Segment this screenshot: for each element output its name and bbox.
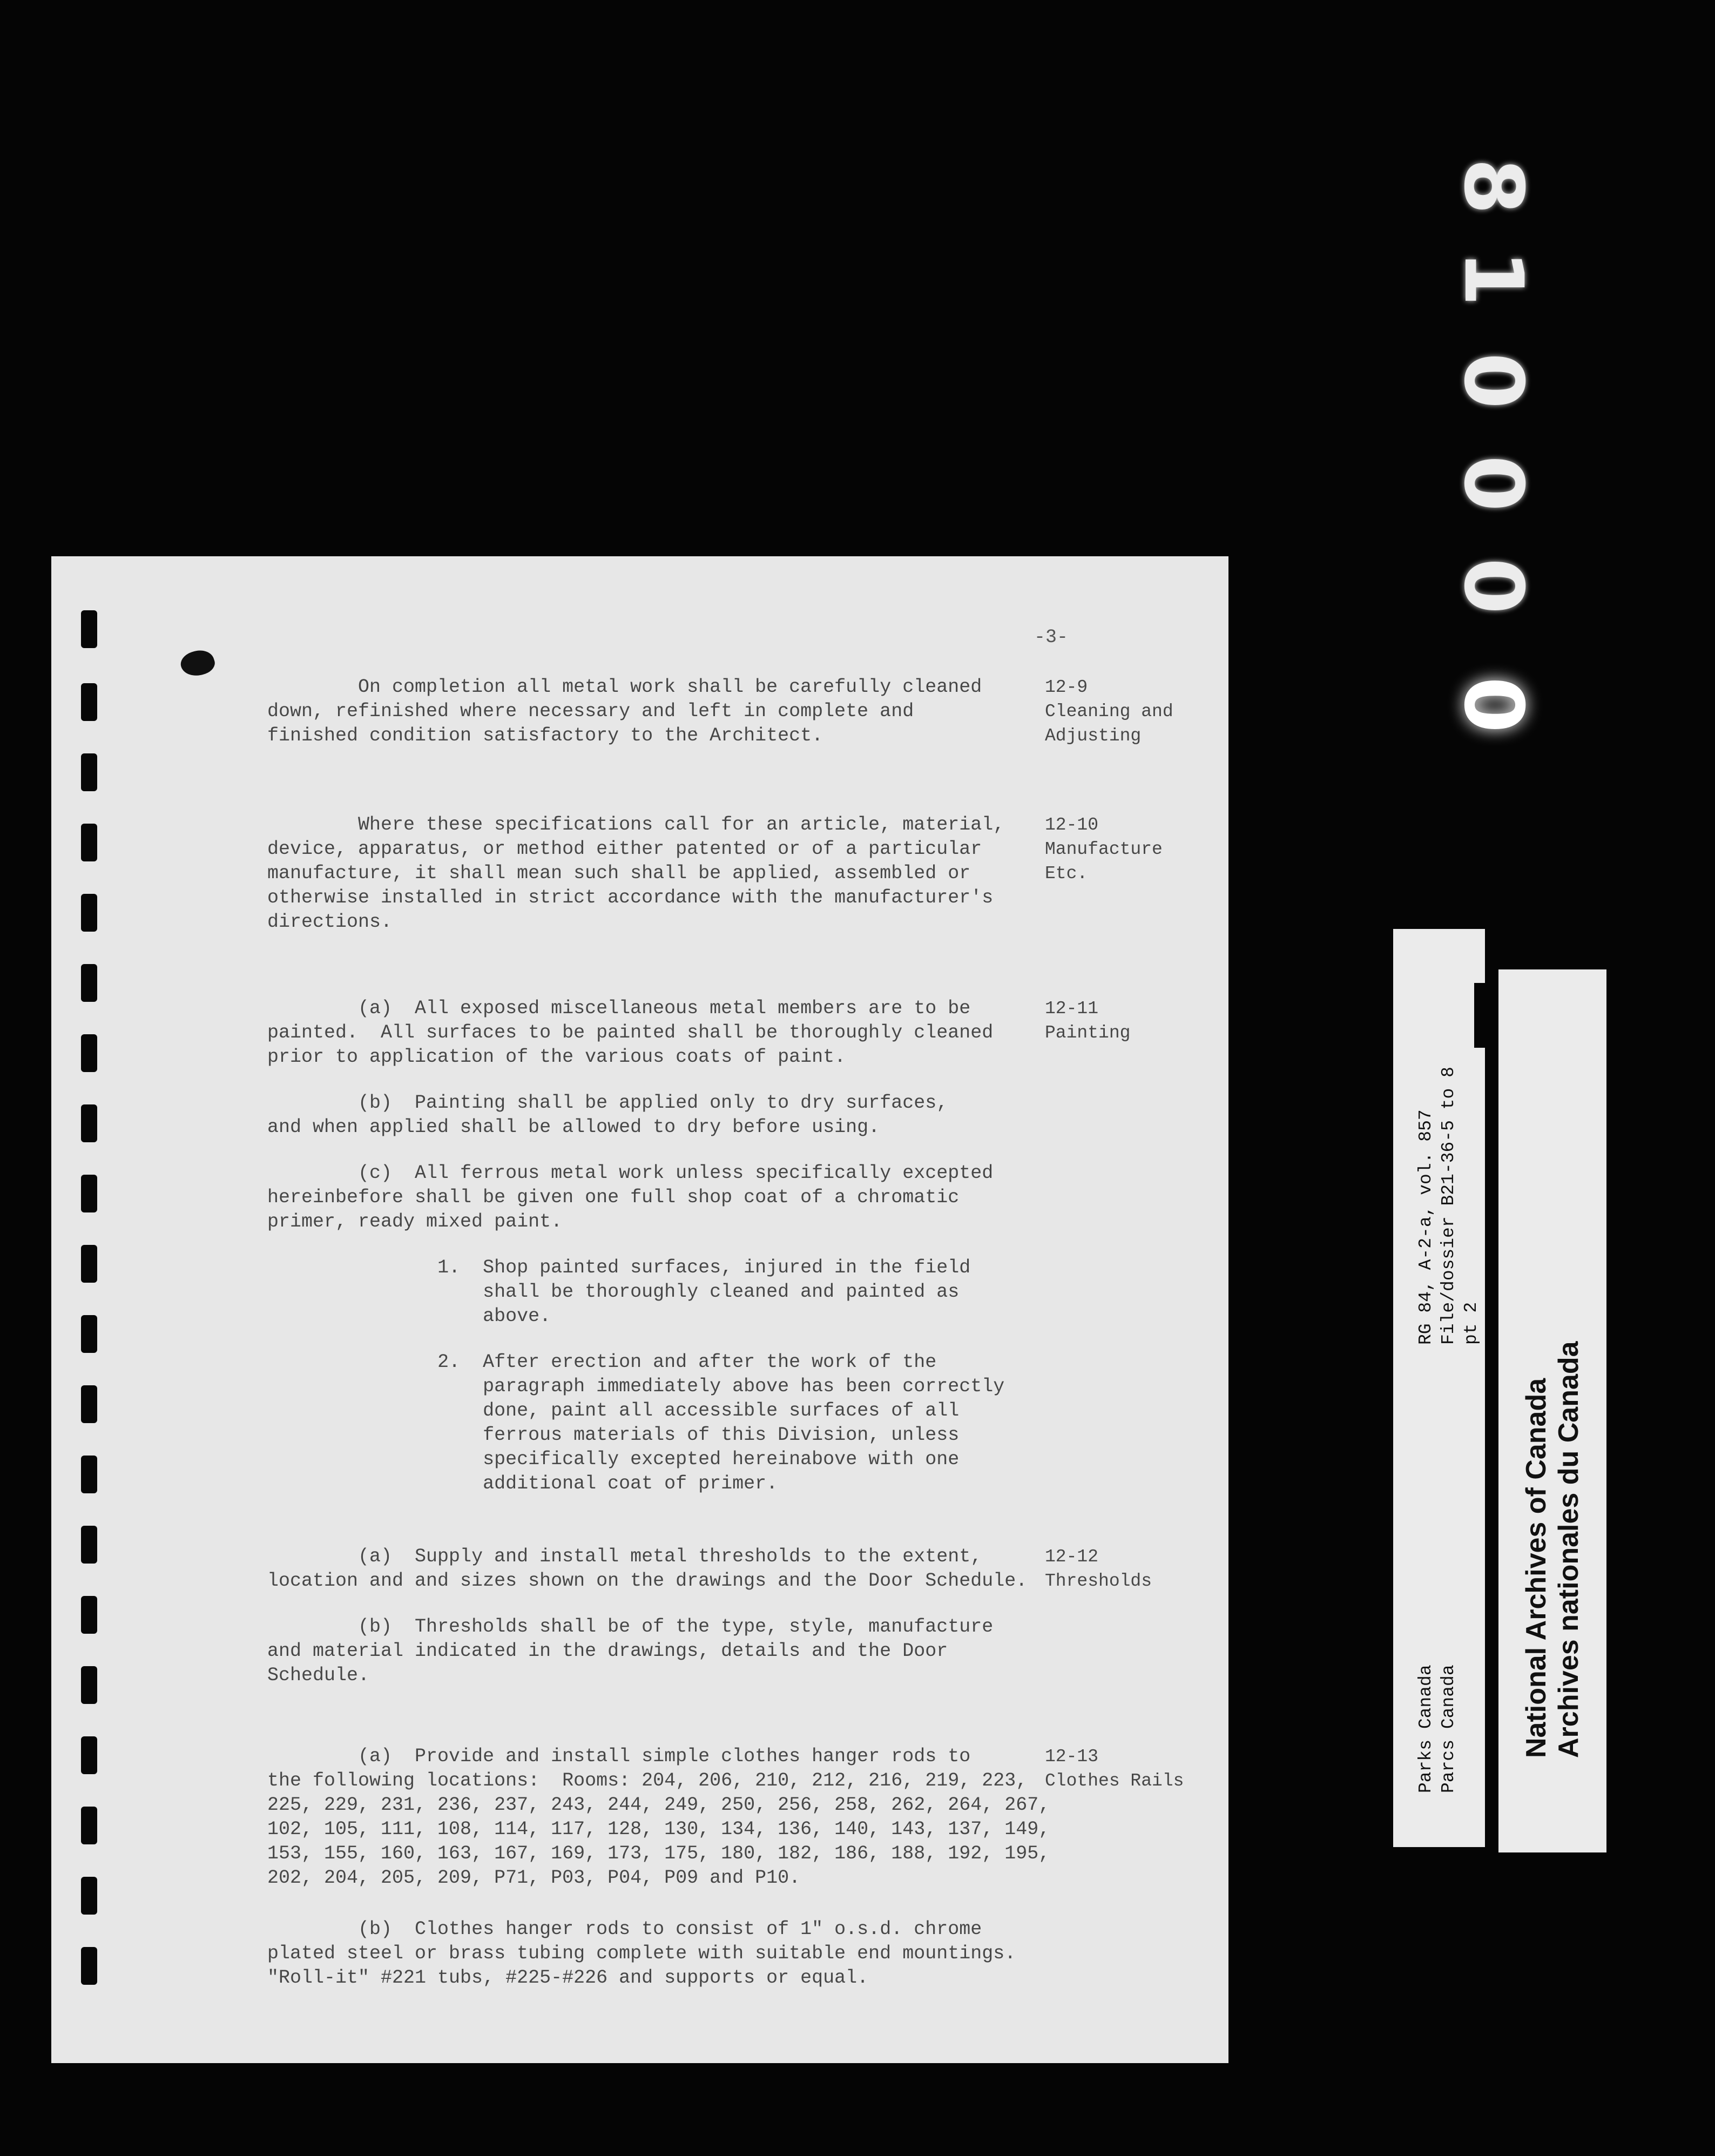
agency-name: Parks Canada Parcs Canada <box>1416 1665 1459 1793</box>
binder-hole <box>81 824 97 861</box>
binder-hole <box>81 1877 97 1915</box>
margin-note: 12-11 Painting <box>1045 999 1131 1043</box>
list-item: 1. Shop painted surfaces, injured in the field shall be thoroughly cleaned and painted as above. <box>437 1257 971 1327</box>
binder-hole <box>81 610 97 648</box>
label-notch <box>1474 983 1490 1048</box>
frame-digit: 0 <box>1446 455 1540 512</box>
paragraph: (a) Supply and install metal thresholds to the extent, location and and sizes shown on the drawings and the Door Schedule. <box>267 1546 1028 1592</box>
paragraph: (b) Painting shall be applied only to dry surfaces, and when applied shall be allowed to dry before using. <box>267 1092 948 1138</box>
binder-hole <box>81 894 97 932</box>
binder-hole <box>81 1807 97 1844</box>
archive-reference: RG 84, A-2-a, vol. 857 File/dossier B21-36-5 to 8 pt 2 <box>1416 1067 1481 1345</box>
frame-digit: 0 <box>1446 352 1540 409</box>
margin-note: 12-9 Cleaning and Adjusting <box>1045 677 1173 746</box>
binder-hole <box>81 683 97 721</box>
frame-digit: 8 <box>1446 158 1540 215</box>
institution-name: National Archives of Canada Archives nationales du Canada <box>1521 1341 1584 1758</box>
binder-hole <box>81 1666 97 1704</box>
frame-digit: 0 <box>1446 676 1540 733</box>
paragraph: On completion all metal work shall be carefully cleaned down, refinished where necessary and left in complete and finished condition satisfactory to the Architect. <box>267 676 982 746</box>
frame-digit: 0 <box>1446 557 1540 615</box>
binder-holes <box>81 610 99 2014</box>
margin-note: 12-13 Clothes Rails <box>1045 1747 1184 1791</box>
binder-hole <box>81 1947 97 1985</box>
paragraph: Where these specifications call for an article, material, device, apparatus, or method either patented or of a particular manufacture, it shall mean such shall be applied, assembled or otherwise installed in strict accordance with the manufacturer's directions. <box>267 814 1005 933</box>
binder-hole <box>81 1104 97 1142</box>
binder-hole <box>81 1596 97 1634</box>
paragraph: (a) All exposed miscellaneous metal members are to be painted. All surfaces to be painted shall be thoroughly cleaned prior to application of the various coats of paint. <box>267 998 994 1068</box>
binder-hole <box>81 1736 97 1774</box>
binder-hole <box>81 1385 97 1423</box>
paragraph: (a) Provide and install simple clothes hanger rods to the following locations: Rooms: 204, 206, 210, 212, 216, 219, 223, 225, 229, 231, 236, 237, 243, 244, 249, 250, 256, 258, 262, 264, 267, 102, 105, 111, 108, 114, 117, 128, 130, 134, 136, 140, 143, 137, 149, 153, 155, 160, 163, 167, 169, 173, 175, 180, 182, 186, 188, 192, 195, 202, 204, 205, 209, P71, P03, P04, P09 and P10. <box>267 1746 1050 1889</box>
list-item: 2. After erection and after the work of the paragraph immediately above has been correctly done, paint all accessible surfaces of all ferrous materials of this Division, unless specifically excepted hereinabove with one additional coat of primer. <box>437 1351 1005 1494</box>
frame-digit: 1 <box>1446 250 1540 307</box>
document-page <box>51 556 1228 2063</box>
paragraph: (b) Clothes hanger rods to consist of 1" o.s.d. chrome plated steel or brass tubing complete with suitable end mountings. "Roll-it" #221 tubs, #225-#226 and supports or equal. <box>267 1918 1016 1989</box>
margin-note: 12-10 Manufacture Etc. <box>1045 815 1163 884</box>
binder-hole <box>81 1175 97 1212</box>
binder-hole <box>81 1034 97 1072</box>
binder-hole <box>81 753 97 791</box>
archive-reference-label <box>1393 929 1485 1847</box>
page-number: -3- <box>1034 626 1069 648</box>
binder-hole <box>81 964 97 1002</box>
binder-hole <box>81 1245 97 1283</box>
binder-hole <box>81 1456 97 1493</box>
paragraph: (c) All ferrous metal work unless specifically excepted hereinbefore shall be given one full shop coat of a chromatic primer, ready mixed paint. <box>267 1162 994 1232</box>
film-frame-number <box>1439 146 1547 740</box>
archive-institution-label <box>1498 969 1606 1852</box>
ink-smudge <box>178 646 217 681</box>
paragraph: (b) Thresholds shall be of the type, style, manufacture and material indicated in the drawings, details and the Door Schedule. <box>267 1616 994 1686</box>
margin-note: 12-12 Thresholds <box>1045 1547 1152 1591</box>
binder-hole <box>81 1526 97 1564</box>
binder-hole <box>81 1315 97 1353</box>
